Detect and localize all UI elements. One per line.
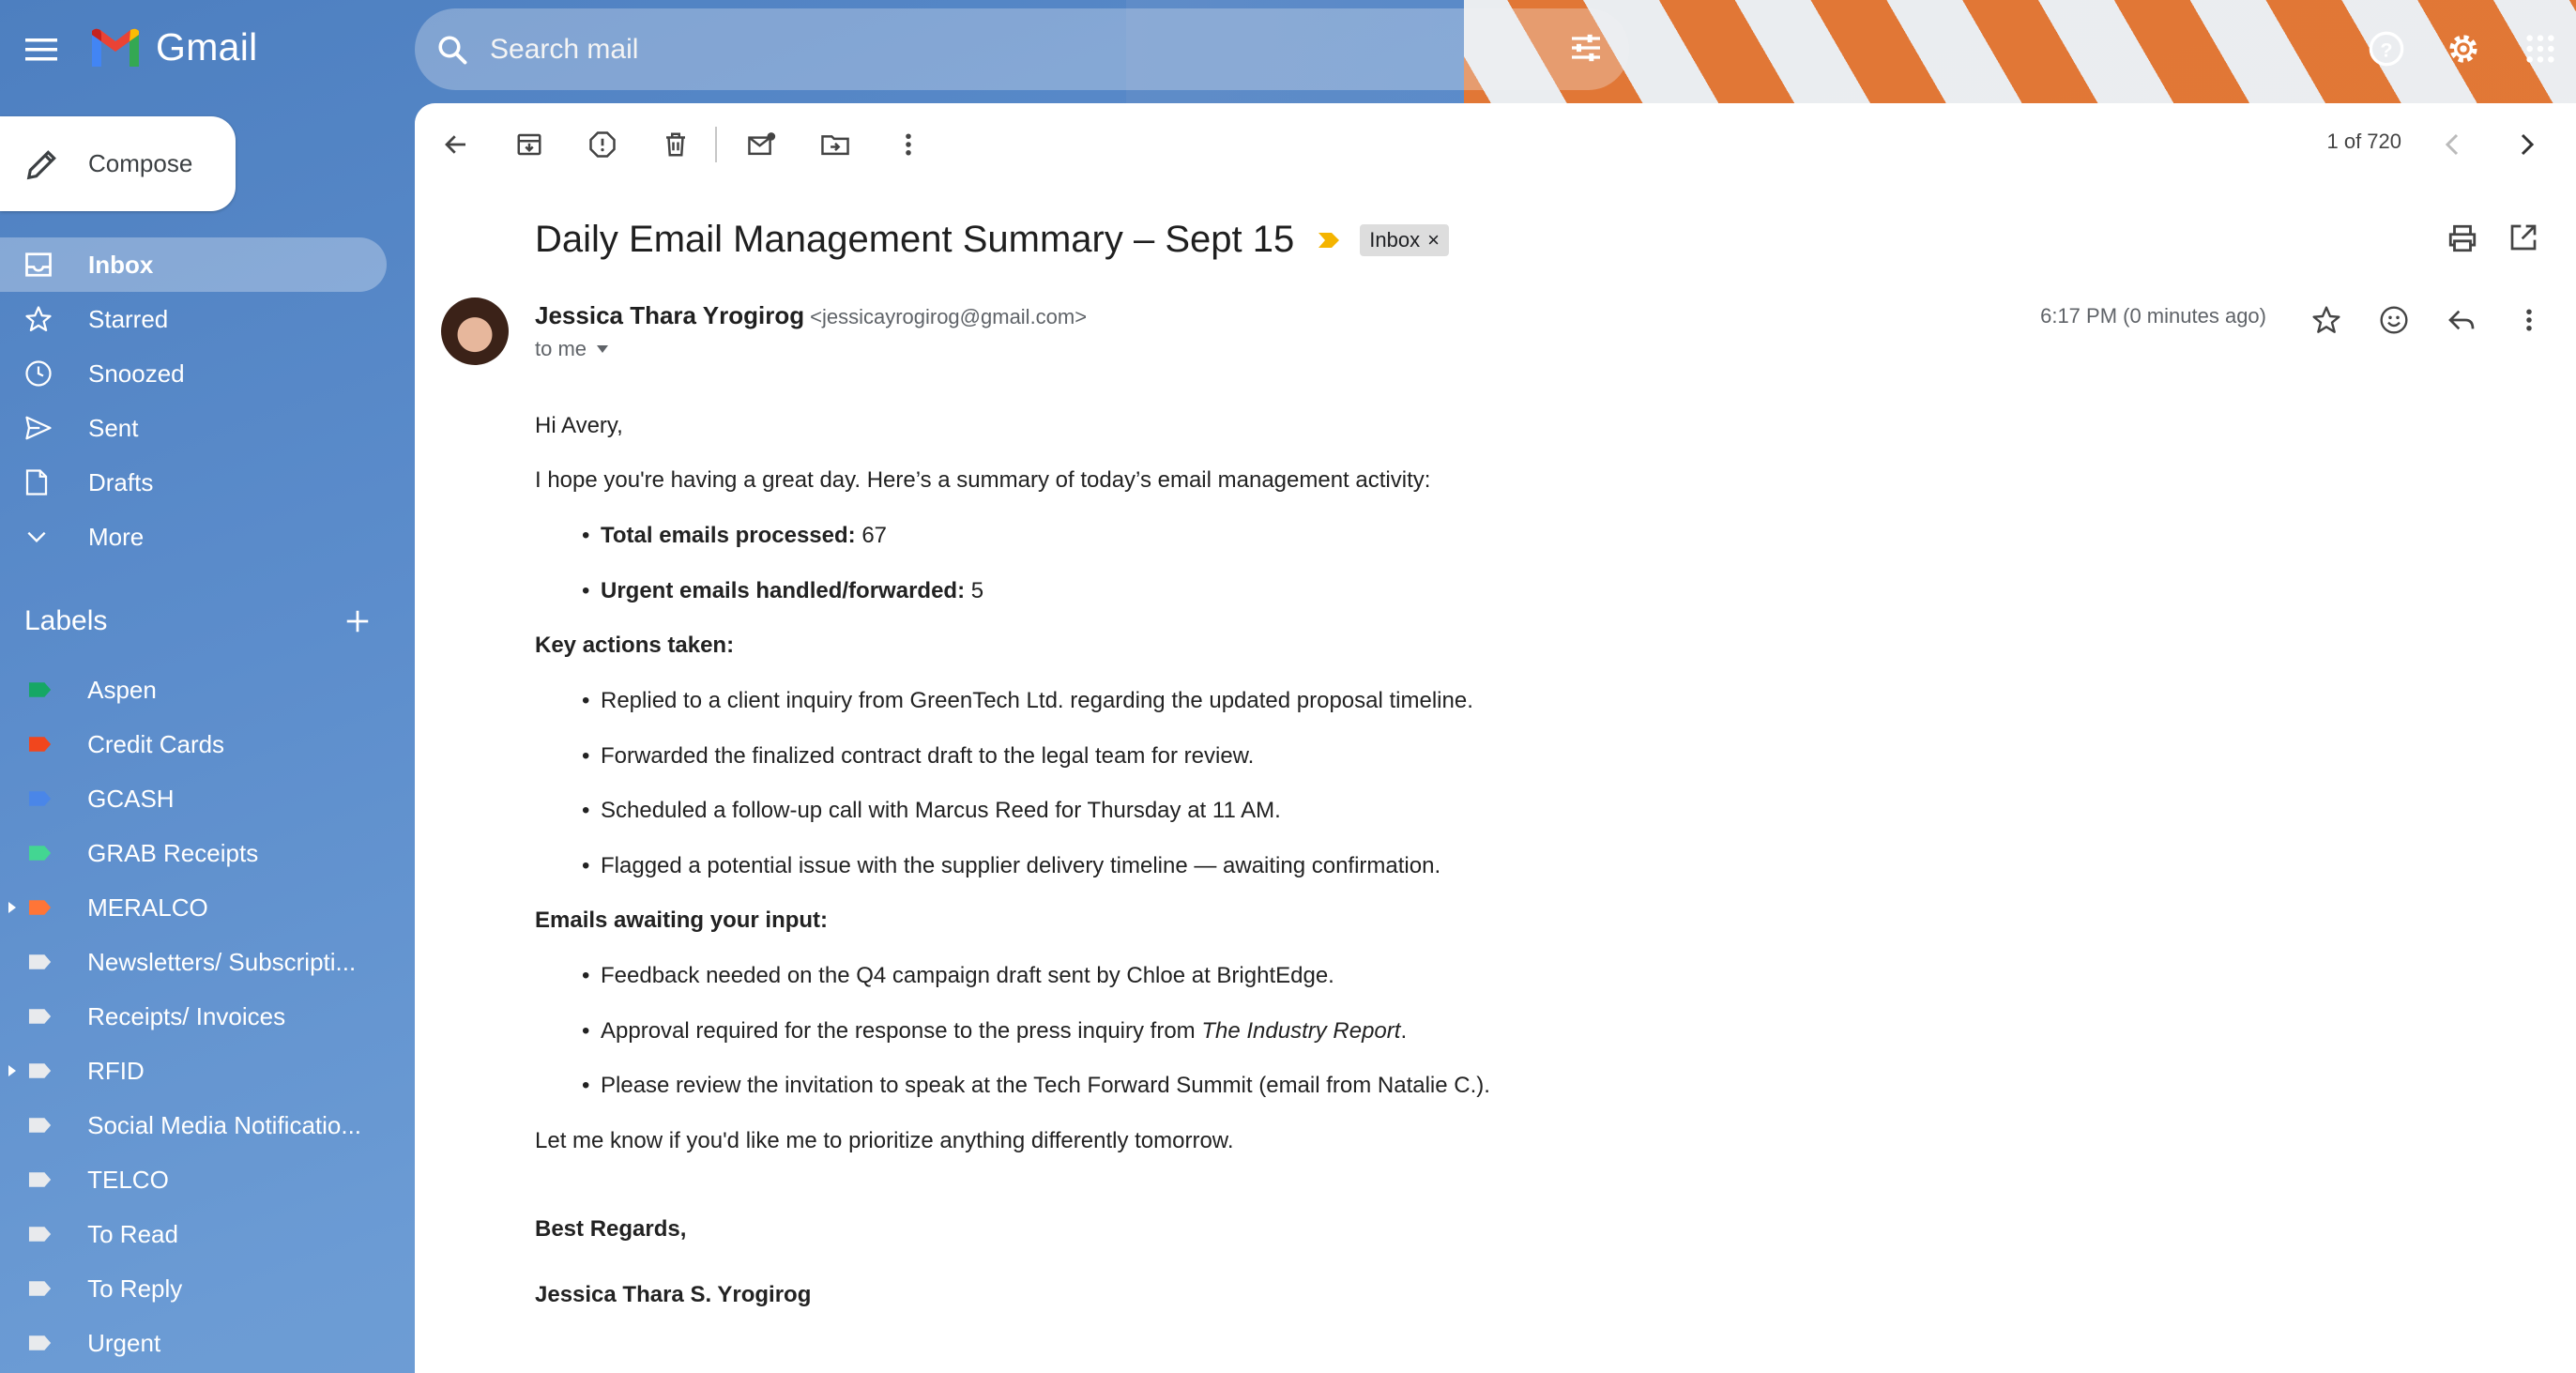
sidebar-item-label: Starred [88, 304, 169, 333]
email-timestamp: 6:17 PM (0 minutes ago) [2040, 304, 2266, 328]
archive-icon [515, 130, 543, 159]
sidebar-label-text: MERALCO [87, 892, 208, 922]
list-item-text: . [1400, 1018, 1408, 1044]
message-toolbar [415, 103, 2576, 185]
email-view [415, 185, 2576, 1373]
trash-icon [662, 130, 690, 159]
email-closing: Let me know if you'd like me to prioritize anything differently tomorrow. [535, 1128, 1234, 1153]
list-item [601, 523, 887, 549]
back-button[interactable] [430, 118, 482, 171]
sidebar-label-urgent[interactable] [0, 1316, 387, 1370]
list-item: • Forwarded the finalized contract draft to the legal team for review. [601, 743, 1254, 770]
add-reaction-button[interactable] [2368, 294, 2420, 346]
label-tag-icon [28, 1280, 52, 1297]
search-options-icon[interactable] [1567, 29, 1605, 67]
label-tag-icon [28, 1062, 52, 1079]
list-item [601, 1018, 1407, 1045]
sidebar-item-starred[interactable] [0, 292, 387, 346]
support-button[interactable] [2360, 15, 2413, 83]
report-spam-button[interactable] [576, 118, 629, 171]
label-tag-icon [28, 736, 52, 753]
sidebar-label-newsletters-subscripti[interactable] [0, 935, 387, 989]
list-item: • Flagged a potential issue with the supplier delivery timeline — awaiting confirmation. [601, 853, 1440, 879]
sender-avatar[interactable] [441, 297, 509, 365]
main-menu-button[interactable] [13, 23, 69, 76]
caret-down-icon [596, 344, 609, 354]
sidebar-label-aspen[interactable] [0, 663, 387, 717]
sidebar-label-receipts-invoices[interactable] [0, 989, 387, 1044]
sidebar-label-text: To Read [87, 1219, 178, 1248]
sidebar-label-text: Social Media Notificatio... [87, 1110, 362, 1139]
sidebar-label-text: RFID [87, 1056, 145, 1085]
archive-button[interactable] [503, 118, 556, 171]
star-icon [24, 305, 53, 333]
awaiting-heading: Emails awaiting your input: [535, 908, 829, 933]
list-item: • Feedback needed on the Q4 campaign draft sent by Chloe at BrightEdge. [601, 963, 1334, 989]
email-greeting: Hi Avery, [535, 413, 623, 438]
label-tag-icon [28, 1226, 52, 1243]
stat-label: Total emails processed: [601, 523, 856, 548]
label-tag-icon [28, 1171, 52, 1188]
sidebar-item-snoozed[interactable] [0, 346, 387, 401]
email-subject: Daily Email Management Summary – Sept 15 [535, 219, 1295, 260]
compose-button[interactable] [0, 116, 236, 211]
sidebar-label-text: GRAB Receipts [87, 838, 259, 867]
sidebar-label-text: Credit Cards [87, 729, 225, 758]
sidebar-label-text: To Reply [87, 1274, 183, 1303]
report-spam-icon [588, 130, 617, 159]
sidebar-label-to-read[interactable] [0, 1207, 387, 1261]
expand-caret-icon[interactable] [8, 1064, 17, 1077]
sidebar-label-meralco[interactable] [0, 880, 387, 935]
sidebar-label-to-reply[interactable] [0, 1261, 387, 1316]
search-icon[interactable] [435, 33, 469, 67]
sidebar-item-inbox[interactable] [0, 237, 387, 292]
sidebar-item-label: More [88, 522, 145, 551]
sender-name[interactable]: Jessica Thara Yrogirog [535, 301, 805, 329]
list-item: • Please review the invitation to speak at the Tech Forward Summit (email from Natalie C.). [601, 1073, 1490, 1099]
pagination-count: 1 of 720 [2326, 130, 2401, 153]
more-vert-icon [904, 130, 913, 159]
inbox-icon [24, 252, 53, 278]
label-tag-icon [28, 953, 52, 970]
sidebar-item-sent[interactable] [0, 401, 387, 455]
print-icon[interactable] [2446, 222, 2478, 254]
labels-title: Labels [24, 605, 108, 636]
clock-icon [24, 359, 53, 388]
stat-value: 67 [855, 523, 888, 548]
remove-label-icon[interactable]: × [1427, 227, 1440, 252]
expand-caret-icon[interactable] [8, 901, 17, 914]
sidebar-item-label: Sent [88, 413, 139, 442]
sidebar-label-text: GCASH [87, 784, 175, 813]
draft-icon [24, 468, 49, 496]
sidebar-item-drafts[interactable] [0, 455, 387, 510]
apps-grid-icon [2524, 33, 2556, 65]
labels-header [24, 605, 372, 637]
recipients-label: to me [535, 337, 587, 360]
list-item-text: Approval required for the response to the press inquiry from [601, 1018, 1202, 1044]
email-intro: I hope you're having a great day. Here’s a summary of today’s email management activity: [535, 467, 1431, 493]
label-tag-icon [28, 845, 52, 862]
labels-list [0, 663, 387, 1370]
sidebar-label-text: Receipts/ Invoices [87, 1001, 286, 1030]
gear-icon [2445, 30, 2482, 68]
send-icon [24, 414, 53, 442]
newer-button[interactable] [2426, 118, 2478, 171]
sidebar-label-rfid[interactable] [0, 1044, 387, 1098]
reply-button[interactable] [2435, 294, 2488, 346]
open-new-window-icon[interactable] [2508, 222, 2538, 252]
chevron-right-icon [2517, 130, 2538, 159]
email-signoff: Best Regards, [535, 1216, 687, 1242]
sidebar-label-grab-receipts[interactable] [0, 826, 387, 880]
list-item: • Scheduled a follow-up call with Marcus Reed for Thursday at 11 AM. [601, 798, 1281, 824]
plus-icon[interactable] [343, 607, 372, 635]
top-bar [0, 0, 2576, 99]
chevron-down-icon [24, 528, 49, 545]
delete-button[interactable] [649, 118, 702, 171]
sidebar-item-label: Inbox [88, 250, 154, 279]
gmail-logo[interactable] [88, 25, 258, 69]
toolbar-divider [715, 127, 717, 162]
message-more-button[interactable] [2503, 294, 2555, 346]
more-actions-button[interactable] [882, 118, 935, 171]
list-item [601, 578, 983, 604]
mark-unread-button[interactable] [736, 118, 788, 171]
pencil-icon [24, 146, 60, 182]
label-tag-icon [28, 790, 52, 807]
sender-line [535, 301, 1087, 330]
svg-text:?: ? [2380, 38, 2393, 62]
gmail-m-icon [88, 27, 143, 69]
arrow-left-icon [442, 130, 470, 159]
mark-unread-icon [747, 130, 777, 159]
inbox-chip-label: Inbox [1369, 227, 1421, 252]
sender-email: <jessicayrogirog@gmail.com> [810, 305, 1088, 328]
search-input[interactable] [490, 34, 1428, 66]
stat-value: 5 [965, 578, 984, 603]
label-tag-icon [28, 899, 52, 916]
email-signature: Jessica Thara S. Yrogirog [535, 1282, 812, 1307]
emoji-icon [2379, 305, 2409, 335]
publication-name: The Industry Report [1201, 1018, 1401, 1044]
main-panel [415, 103, 2576, 1373]
star-button[interactable] [2300, 294, 2353, 346]
sidebar-label-text: TELCO [87, 1165, 169, 1194]
chevron-left-icon [2442, 130, 2462, 159]
move-folder-icon [820, 130, 850, 159]
stat-label: Urgent emails handled/forwarded: [601, 578, 966, 603]
list-item: • Replied to a client inquiry from GreenTech Ltd. regarding the updated proposal timeline. [601, 688, 1473, 714]
label-tag-icon [28, 681, 52, 698]
star-icon [2311, 305, 2341, 335]
recipients-toggle[interactable] [535, 337, 609, 361]
search-bar[interactable] [415, 8, 1629, 90]
sidebar-label-gcash[interactable] [0, 771, 387, 826]
older-button[interactable] [2501, 118, 2553, 171]
compose-label: Compose [88, 149, 193, 177]
sidebar-label-text: Urgent [87, 1328, 161, 1357]
help-icon [2368, 30, 2405, 68]
sidebar-nav [0, 237, 387, 564]
importance-marker-icon[interactable] [1317, 231, 1341, 250]
sidebar-item-label: Drafts [88, 467, 154, 496]
label-tag-icon [28, 1335, 52, 1351]
sidebar-label-text: Newsletters/ Subscripti... [87, 947, 357, 976]
label-tag-icon [28, 1008, 52, 1025]
move-to-button[interactable] [809, 118, 861, 171]
menu-icon [25, 38, 57, 62]
sidebar-label-text: Aspen [87, 675, 157, 704]
more-vert-icon [2524, 306, 2534, 334]
sidebar-label-social-media-notificatio[interactable] [0, 1098, 387, 1152]
key-actions-heading: Key actions taken: [535, 633, 735, 658]
sidebar-label-telco[interactable] [0, 1152, 387, 1207]
sidebar-item-more[interactable] [0, 510, 387, 564]
settings-button[interactable] [2437, 15, 2490, 83]
gmail-logo-text: Gmail [156, 25, 258, 69]
inbox-label-chip [1360, 224, 1449, 256]
reply-icon [2446, 305, 2477, 335]
apps-button[interactable] [2514, 15, 2567, 83]
sidebar-item-label: Snoozed [88, 359, 185, 388]
email-subject-row [535, 219, 1449, 261]
sidebar-label-credit-cards[interactable] [0, 717, 387, 771]
label-tag-icon [28, 1117, 52, 1134]
